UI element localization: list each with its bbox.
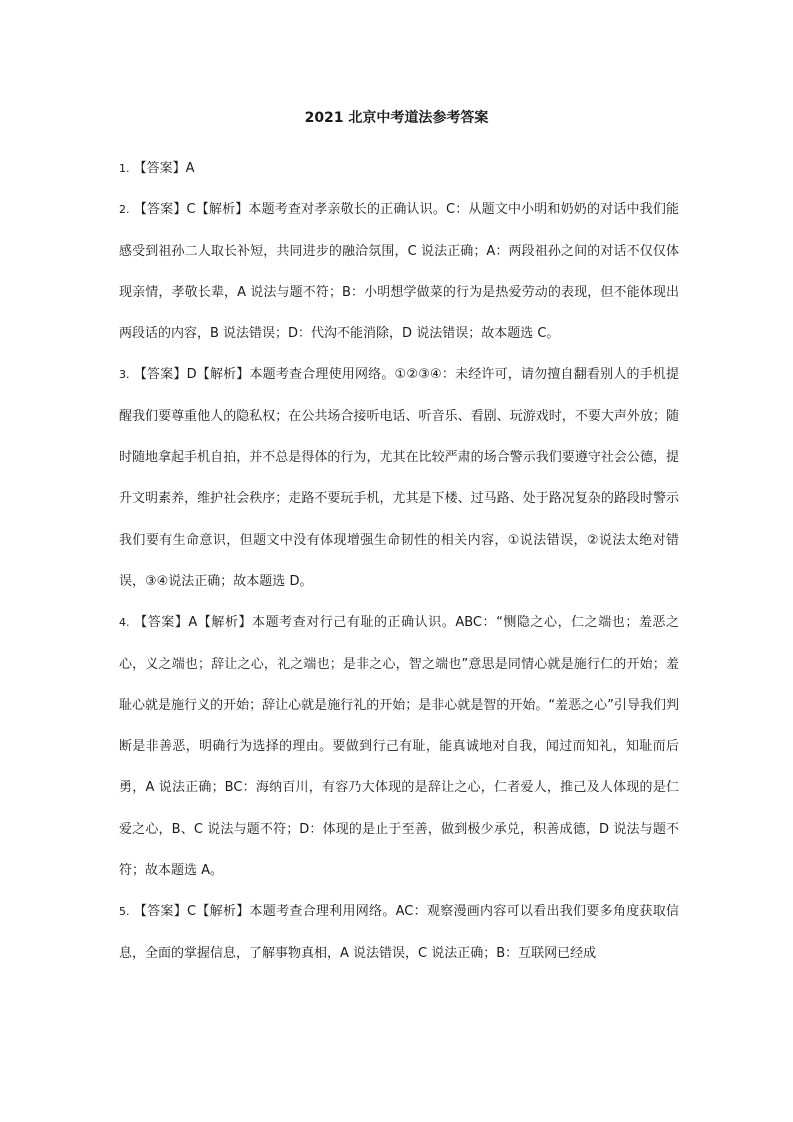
answer-item-4 (119, 602, 679, 891)
document-title: 2021 北京中考道法参考答案 (304, 110, 489, 126)
answer-item-1 (119, 148, 679, 189)
answer-number: 2. (119, 203, 130, 217)
answer-number: 1. (119, 162, 130, 175)
answer-item-5 (119, 891, 679, 974)
answer-number: 3. (119, 368, 130, 382)
answer-number: 4. (119, 616, 130, 630)
answer-text: 【答案】C【解析】本题考查对孝亲敬长的正确认识。C：从题文中小明和奶奶的对话中我们能感受到祖孙二人取长补短，共同进步的融洽氛围，C 说法正确；A：两段祖孙之间的对话不仅仅体现亲情，孝敬长辈，A 说法与题不符；B：小明想学做菜的行为是热爱劳动的表现，但不能体现出两段话的内容，B 说法错误；D：代沟不能消除，D 说法错误；故本题选 C。 (119, 202, 679, 342)
answer-item-2 (119, 189, 679, 354)
answer-number: 5. (119, 905, 130, 919)
answer-list (119, 148, 679, 974)
answer-text: 【答案】A【解析】本题考查对行己有耻的正确认识。ABC：“恻隐之心，仁之端也；羞恶之心，义之端也；辞让之心，礼之端也；是非之心，智之端也”意思是同情心就是施行仁的开始；羞耻心就是施行义的开始；辞让心就是施行礼的开始；是非心就是智的开始。“羞恶之心”引导我们判断是非善恶，明确行为选择的理由。要做到行己有耻，能真诚地对自我，闻过而知礼，知耻而后勇，A 说法正确；BC：海纳百川，有容乃大体现的是辞让之心，仁者爱人，推己及人体现的是仁爱之心，B、C 说法与题不符；D：体现的是止于至善，做到极少承兑，积善成德，D 说法与题不符；故本题选 A。 (119, 615, 679, 879)
answer-item-3 (119, 354, 679, 602)
answer-text: 【答案】C【解析】本题考查合理利用网络。AC：观察漫画内容可以看出我们要多角度获取信息，全面的掌握信息，了解事物真相，A 说法错误，C 说法正确；B：互联网已经成 (119, 904, 679, 961)
answer-text: 【答案】D【解析】本题考查合理使用网络。①②③④：未经许可，请勿擅自翻看别人的手机提醒我们要尊重他人的隐私权；在公共场合接听电话、听音乐、看剧、玩游戏时，不要大声外放；随时随地拿起手机自拍，并不总是得体的行为，尤其在比较严肃的场合警示我们要遵守社会公德，提升文明素养，维护社会秩序；走路不要玩手机，尤其是下楼、过马路、处于路况复杂的路段时警示我们要有生命意识，但题文中没有体现增强生命韧性的相关内容，①说法错误，②说法太绝对错误，③④说法正确；故本题选 D。 (119, 367, 679, 589)
answer-text: 【答案】A (133, 161, 195, 176)
